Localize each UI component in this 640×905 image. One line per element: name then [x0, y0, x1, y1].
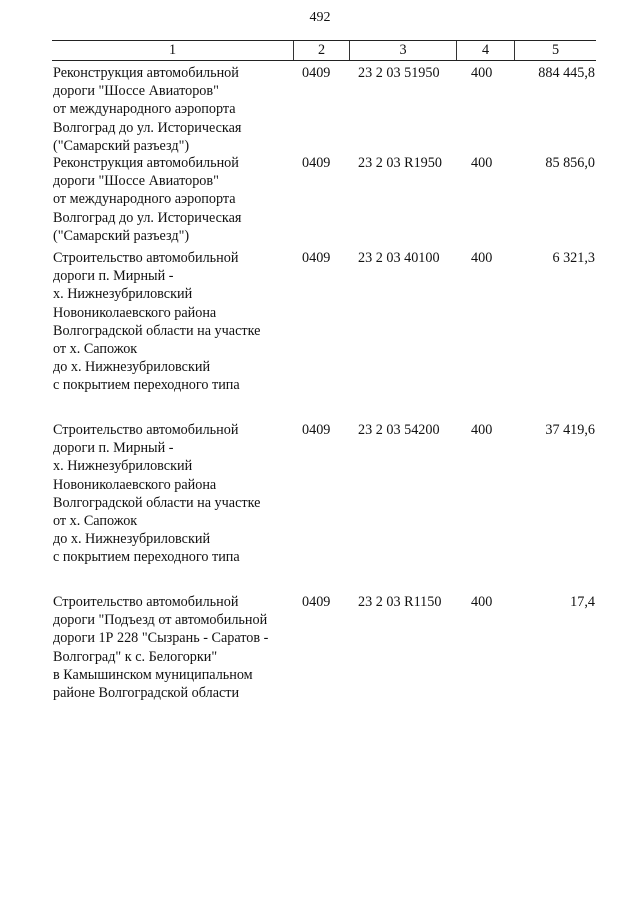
item-name: Реконструкция автомобильной дороги "Шоссе Авиаторов" от международного аэропорта Волгоград до ул. Историческая ("Самарский разъезд"): [53, 155, 242, 244]
table-row: [52, 64, 596, 154]
amount: 17,4: [570, 594, 595, 610]
target-article-code: 23 2 03 51950: [358, 65, 440, 81]
page-number: 492: [309, 10, 331, 25]
table-row: [52, 154, 596, 249]
item-name: Реконструкция автомобильной дороги "Шоссе Авиаторов" от международного аэропорта Волгоград до ул. Историческая ("Самарский разъезд"): [53, 65, 242, 154]
section-code: 0409: [302, 65, 331, 81]
target-article-code: 23 2 03 R1150: [358, 594, 442, 610]
expense-type-code: 400: [471, 155, 493, 171]
target-article-code: 23 2 03 R1950: [358, 155, 442, 171]
header-col-5: 5: [514, 41, 596, 60]
item-name: Строительство автомобильной дороги "Подъезд от автомобильной дороги 1Р 228 "Сызрань - Саратов - Волгоград" к с. Белогорки" в Камышинском муниципальном районе Волгоградской области: [53, 594, 269, 702]
section-code: 0409: [302, 155, 331, 171]
amount: 37 419,6: [545, 422, 595, 438]
expense-type-code: 400: [471, 422, 493, 438]
header-col-2: 2: [293, 41, 349, 60]
amount: 884 445,8: [538, 65, 595, 81]
table-header: [52, 40, 596, 61]
header-col-1: 1: [168, 42, 177, 58]
budget-table: [52, 40, 596, 703]
header-col-3: 3: [349, 41, 456, 60]
expense-type-code: 400: [471, 594, 493, 610]
section-code: 0409: [302, 250, 331, 266]
table-row: [52, 593, 596, 703]
table-row: [52, 249, 596, 421]
item-name: Строительство автомобильной дороги п. Мирный - х. Нижнезубриловский Новониколаевского района Волгоградской области на участке от х. Сапожок до х. Нижнезубриловский с покрытием переходного типа: [53, 422, 261, 566]
target-article-code: 23 2 03 40100: [358, 250, 440, 266]
expense-type-code: 400: [471, 250, 493, 266]
table-row: [52, 421, 596, 593]
amount: 6 321,3: [552, 250, 595, 266]
section-code: 0409: [302, 422, 331, 438]
item-name: Строительство автомобильной дороги п. Мирный - х. Нижнезубриловский Новониколаевского района Волгоградской области на участке от х. Сапожок до х. Нижнезубриловский с покрытием переходного типа: [53, 250, 261, 394]
expense-type-code: 400: [471, 65, 493, 81]
header-col-4: 4: [456, 41, 514, 60]
target-article-code: 23 2 03 54200: [358, 422, 440, 438]
amount: 85 856,0: [545, 155, 595, 171]
section-code: 0409: [302, 594, 331, 610]
